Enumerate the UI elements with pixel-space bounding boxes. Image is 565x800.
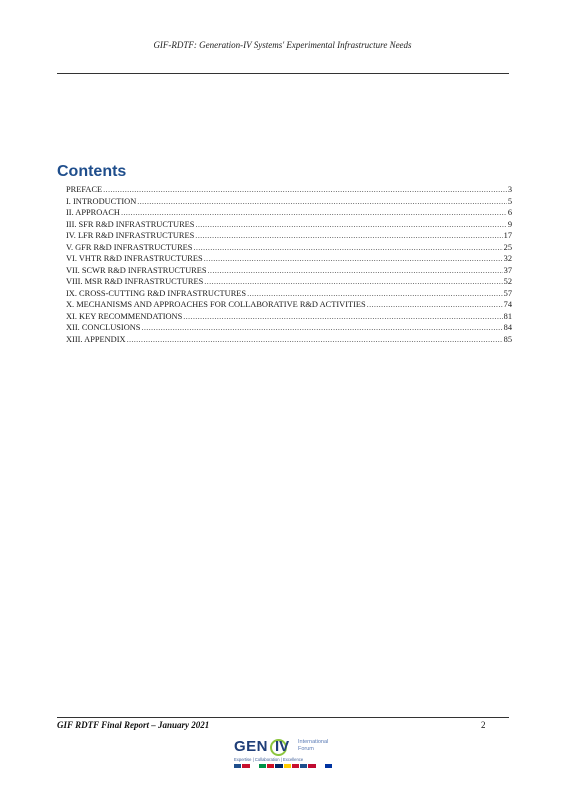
toc-entry-label: IX. CROSS-CUTTING R&D INFRASTRUCTURES (66, 288, 247, 298)
toc-dot-leader (367, 299, 503, 311)
logo-international-text: International (298, 739, 329, 745)
toc-entry-page: 74 (503, 300, 512, 309)
toc-dot-leader (141, 322, 502, 334)
contents-heading: Contents (57, 163, 127, 180)
toc-entry-label: XII. CONCLUSIONS (66, 323, 141, 332)
toc-entry-page: 32 (503, 254, 512, 263)
toc-entry-page: 81 (503, 311, 512, 321)
toc-entry[interactable] (66, 230, 512, 242)
header-rule (57, 73, 509, 74)
toc-entry[interactable] (66, 207, 512, 219)
toc-entry-page: 52 (503, 277, 512, 286)
toc-dot-leader (247, 288, 503, 300)
toc-entry[interactable] (66, 253, 512, 265)
logo-forum-text: Forum (298, 745, 314, 752)
gen-iv-forum-logo (234, 738, 344, 770)
toc-entry[interactable] (66, 276, 512, 288)
toc-dot-leader (193, 242, 502, 254)
toc-entry-label: PREFACE (66, 185, 103, 194)
toc-entry[interactable] (66, 334, 512, 346)
toc-entry-page: 5 (507, 196, 512, 206)
toc-dot-leader (204, 276, 502, 288)
footer-report-title: GIF RDTF Final Report – January 2021 (57, 720, 210, 730)
toc-entry[interactable] (66, 311, 512, 323)
toc-entry-label: XIII. APPENDIX (66, 334, 126, 344)
toc-entry-label: II. APPROACH (66, 208, 120, 217)
toc-entry-page: 6 (507, 208, 512, 217)
flag-icon (317, 764, 324, 768)
toc-dot-leader (195, 230, 502, 242)
toc-entry[interactable] (66, 196, 512, 208)
flag-icon (267, 764, 274, 768)
toc-entry-page: 57 (503, 288, 512, 298)
toc-entry-label: III. SFR R&D INFRASTRUCTURES (66, 219, 195, 229)
toc-entry[interactable] (66, 184, 512, 196)
toc-entry-label: X. MECHANISMS AND APPROACHES FOR COLLABORATIVE R&D ACTIVITIES (66, 300, 366, 309)
toc-entry-page: 17 (503, 231, 512, 240)
toc-entry-page: 85 (503, 334, 512, 344)
member-flags (234, 764, 332, 768)
toc-entry[interactable] (66, 265, 512, 277)
flag-icon (275, 764, 282, 768)
toc-dot-leader (204, 253, 503, 265)
toc-dot-leader (121, 207, 507, 219)
toc-entry[interactable] (66, 219, 512, 231)
toc-entry-label: I. INTRODUCTION (66, 196, 137, 206)
toc-entry-label: IV. LFR R&D INFRASTRUCTURES (66, 231, 195, 240)
flag-icon (300, 764, 307, 768)
toc-entry[interactable] (66, 242, 512, 254)
footer-rule (57, 717, 509, 718)
page-number: 2 (481, 720, 486, 730)
toc-entry[interactable] (66, 322, 512, 334)
toc-dot-leader (195, 219, 506, 231)
toc-entry-label: VIII. MSR R&D INFRASTRUCTURES (66, 277, 204, 286)
flag-icon (292, 764, 299, 768)
toc-entry-page: 37 (503, 265, 512, 275)
toc-dot-leader (137, 196, 507, 208)
toc-dot-leader (127, 334, 503, 346)
flag-icon (251, 764, 258, 768)
table-of-contents (66, 184, 512, 345)
running-header: GIF-RDTF: Generation-IV Systems' Experimental Infrastructure Needs (153, 40, 412, 50)
flag-icon (234, 764, 241, 768)
toc-dot-leader (208, 265, 503, 277)
flag-icon (284, 764, 291, 768)
logo-iv-text: IV (275, 738, 290, 755)
toc-entry-page: 9 (507, 219, 512, 229)
logo-tagline: Expertise | Collaboration | Excellence (234, 757, 304, 762)
toc-entry-label: VI. VHTR R&D INFRASTRUCTURES (66, 254, 203, 263)
toc-entry-label: VII. SCWR R&D INFRASTRUCTURES (66, 265, 207, 275)
toc-entry-page: 84 (503, 323, 512, 332)
toc-dot-leader (183, 311, 502, 323)
toc-dot-leader (103, 184, 507, 196)
toc-entry-label: V. GFR R&D INFRASTRUCTURES (66, 242, 193, 252)
flag-icon (308, 764, 315, 768)
toc-entry[interactable] (66, 299, 512, 311)
toc-entry-page: 25 (503, 242, 512, 252)
toc-entry[interactable] (66, 288, 512, 300)
flag-icon (242, 764, 249, 768)
logo-forum-name (298, 739, 344, 752)
logo-gen-text: GEN (234, 738, 269, 755)
toc-entry-label: XI. KEY RECOMMENDATIONS (66, 311, 183, 321)
toc-entry-page: 3 (507, 185, 512, 194)
flag-icon (325, 764, 332, 768)
flag-icon (259, 764, 266, 768)
